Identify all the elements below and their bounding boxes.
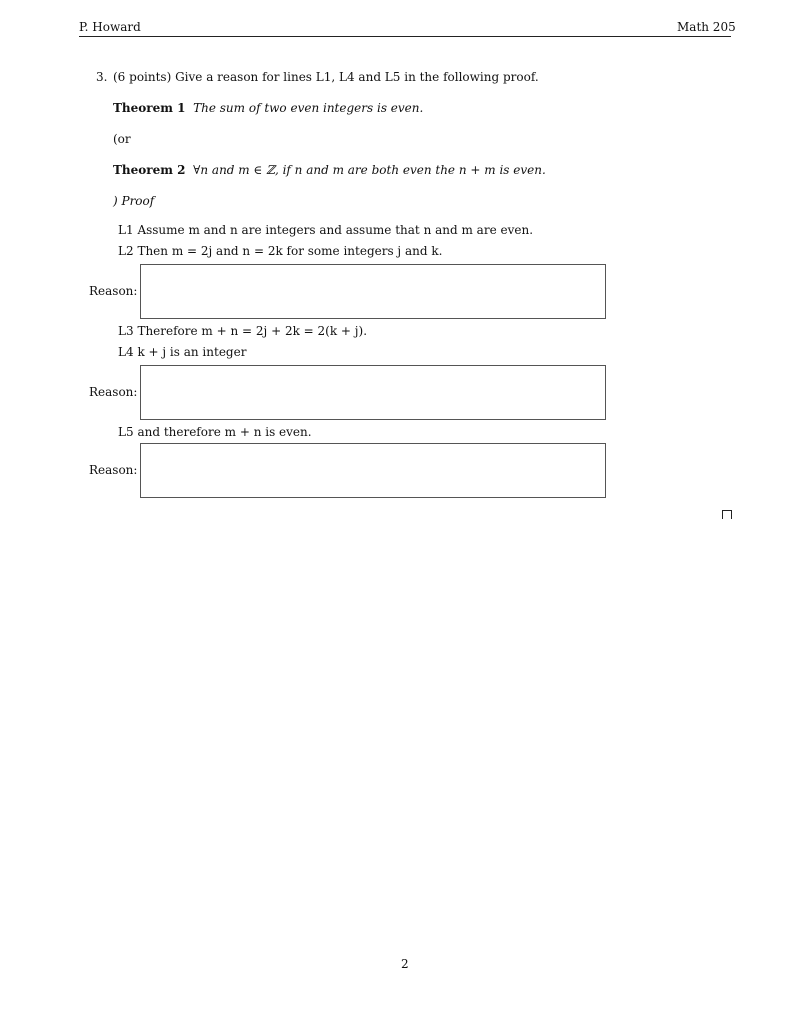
line-label: L4: [118, 345, 134, 359]
proof-line-l5: [118, 425, 312, 439]
theorem-1-label: Theorem 1: [113, 101, 186, 115]
line-text: Assume m and n are integers and assume that n and m are even.: [137, 223, 534, 237]
line-text: Therefore m + n = 2j + 2k = 2(k + j).: [137, 324, 368, 338]
or-text: (or: [113, 132, 131, 146]
line-text: k + j is an integer: [137, 345, 247, 359]
reason-input-3[interactable]: [140, 443, 606, 498]
reason-label-1: Reason:: [89, 284, 138, 298]
page-number: 2: [401, 957, 409, 971]
proof-line-l2: [118, 244, 442, 258]
proof-line-l1: [118, 223, 533, 237]
header-right: Math 205: [677, 20, 736, 34]
proof-line-l4: [118, 345, 246, 359]
question-text: (6 points) Give a reason for lines L1, L4 and L5 in the following proof.: [113, 70, 539, 84]
line-text: Then m = 2j and n = 2k for some integers j and k.: [137, 244, 443, 258]
proof-line-l3: [118, 324, 367, 338]
reason-label-3: Reason:: [89, 463, 138, 477]
theorem-1-statement: The sum of two even integers is even.: [193, 101, 424, 115]
theorem-2-statement: ∀n and m ∈ ℤ, if n and m are both even the n + m is even.: [193, 163, 546, 177]
theorem-1: [113, 101, 423, 115]
theorem-2-label: Theorem 2: [113, 163, 186, 177]
header-left: P. Howard: [79, 20, 141, 34]
header-rule: [79, 36, 731, 37]
proof-label: ) Proof: [113, 194, 155, 208]
qed-square-icon: [722, 510, 732, 519]
line-label: L1: [118, 223, 134, 237]
reason-input-2[interactable]: [140, 365, 606, 420]
line-label: L5: [118, 425, 134, 439]
question-number: 3.: [96, 70, 108, 84]
line-label: L3: [118, 324, 134, 338]
reason-input-1[interactable]: [140, 264, 606, 319]
theorem-2: [113, 163, 546, 177]
line-text: and therefore m + n is even.: [137, 425, 312, 439]
reason-label-2: Reason:: [89, 385, 138, 399]
line-label: L2: [118, 244, 134, 258]
